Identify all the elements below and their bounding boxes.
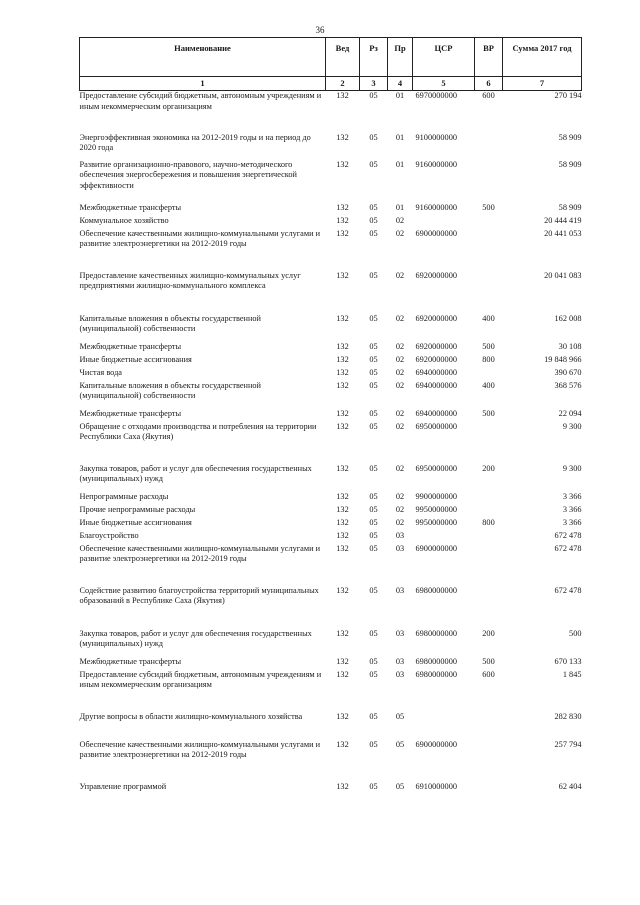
row-rz: 05	[369, 543, 378, 553]
row-vr: 500	[482, 656, 495, 666]
row-name: Развитие организационно-правового, научно-методического обеспечения энергосбережения и повышения энергетической эффективности	[79, 159, 297, 190]
row-sum: 162 008	[554, 313, 582, 323]
row-sum: 282 830	[554, 711, 582, 721]
row-pr: 01	[395, 159, 405, 169]
row-pr: 01	[395, 202, 405, 212]
table-row	[80, 203, 582, 216]
table-row	[80, 492, 582, 505]
row-sum: 58 909	[558, 202, 582, 212]
row-sum: 3 366	[562, 504, 582, 514]
row-rz: 05	[369, 504, 378, 514]
row-vr: 400	[482, 313, 495, 323]
row-vr: 400	[482, 380, 495, 390]
table-row	[80, 229, 582, 271]
row-name: Предоставление субсидий бюджетным, автономным учреждениям и иным некоммерческим организациям	[79, 669, 322, 690]
row-pr: 02	[395, 504, 405, 514]
row-vr	[475, 531, 503, 544]
row-vr	[475, 544, 503, 586]
row-name: Обеспечение качественными жилищно-коммунальными услугами и развитие электроэнергетики на 2012-2019 годы	[79, 543, 321, 564]
column-number: 4	[388, 77, 413, 91]
column-number: 7	[503, 77, 582, 91]
row-csr: 6980000000	[415, 669, 457, 679]
table-row	[80, 314, 582, 342]
row-pr: 03	[395, 628, 405, 638]
column-number: 5	[413, 77, 475, 91]
row-ved: 132	[336, 491, 349, 501]
row-ved: 132	[336, 628, 349, 638]
row-csr: 9160000000	[415, 202, 457, 212]
column-number: 3	[360, 77, 388, 91]
row-pr: 03	[395, 530, 405, 540]
table-body	[80, 91, 582, 796]
table-row	[80, 531, 582, 544]
row-name: Межбюджетные трансферты	[79, 408, 182, 418]
row-ved: 132	[336, 517, 349, 527]
row-name: Капитальные вложения в объекты государственной (муниципальной) собственности	[79, 313, 261, 334]
row-ved: 132	[336, 669, 349, 679]
row-csr: 6950000000	[415, 463, 457, 473]
row-csr	[413, 531, 475, 544]
header-csr: ЦСР	[413, 38, 475, 77]
row-rz: 05	[369, 585, 378, 595]
row-name: Энергоэффективная экономика на 2012-2019 годы и на период до 2020 года	[79, 132, 311, 153]
row-pr: 05	[395, 711, 405, 721]
row-vr	[475, 216, 503, 229]
table-row	[80, 271, 582, 314]
row-name: Иные бюджетные ассигнования	[79, 354, 192, 364]
row-csr: 6940000000	[415, 380, 457, 390]
row-sum: 22 094	[558, 408, 582, 418]
row-pr: 05	[395, 781, 405, 791]
row-pr: 05	[395, 739, 405, 749]
row-ved: 132	[336, 313, 349, 323]
header-name: Наименование	[80, 38, 326, 77]
row-pr: 01	[395, 132, 405, 142]
row-rz: 05	[369, 408, 378, 418]
row-rz: 05	[369, 491, 378, 501]
row-rz: 05	[369, 463, 378, 473]
row-csr: 9100000000	[415, 132, 457, 142]
row-name: Другие вопросы в области жилищно-коммунального хозяйства	[79, 711, 303, 721]
table-row	[80, 657, 582, 670]
row-vr	[475, 586, 503, 629]
budget-table	[79, 37, 582, 796]
row-csr: 6920000000	[415, 313, 457, 323]
row-pr: 03	[395, 543, 405, 553]
row-sum: 672 478	[554, 530, 582, 540]
row-rz: 05	[369, 270, 378, 280]
column-number: 1	[80, 77, 326, 91]
row-ved: 132	[336, 202, 349, 212]
row-csr: 6950000000	[415, 421, 457, 431]
column-number: 2	[326, 77, 360, 91]
row-rz: 05	[369, 380, 378, 390]
row-name: Обеспечение качественными жилищно-коммунальными услугами и развитие электроэнергетики на 2012-2019 годы	[79, 739, 321, 760]
row-pr: 02	[395, 341, 405, 351]
row-name: Управление программой	[79, 781, 167, 791]
row-sum: 20 041 083	[544, 270, 582, 280]
row-ved: 132	[336, 543, 349, 553]
row-name: Предоставление качественных жилищно-коммунальных услуг предприятиями жилищно-коммунального комплекса	[79, 270, 301, 291]
row-csr: 6910000000	[415, 781, 457, 791]
table-header-row	[80, 38, 582, 77]
row-vr	[475, 422, 503, 464]
row-vr	[475, 505, 503, 518]
row-vr: 200	[482, 463, 495, 473]
table-row	[80, 782, 582, 796]
row-ved: 132	[336, 739, 349, 749]
row-sum: 62 404	[558, 781, 582, 791]
row-ved: 132	[336, 463, 349, 473]
header-ved: Вед	[326, 38, 360, 77]
row-rz: 05	[369, 354, 378, 364]
row-vr	[475, 368, 503, 381]
row-csr: 6920000000	[415, 354, 457, 364]
header-rz: Рз	[360, 38, 388, 77]
row-ved: 132	[336, 91, 349, 100]
row-ved: 132	[336, 354, 349, 364]
row-sum: 257 794	[554, 739, 582, 749]
table-row	[80, 355, 582, 368]
row-vr: 800	[482, 354, 495, 364]
row-csr: 6900000000	[415, 228, 457, 238]
row-name: Предоставление субсидий бюджетным, автономным учреждениям и иным некоммерческим организациям	[79, 91, 322, 111]
row-rz: 05	[369, 711, 378, 721]
row-name: Непрограммные расходы	[79, 491, 169, 501]
row-csr: 6920000000	[415, 341, 457, 351]
row-rz: 05	[369, 669, 378, 679]
row-csr: 9900000000	[415, 491, 457, 501]
row-sum: 670 133	[554, 656, 582, 666]
row-name: Закупка товаров, работ и услуг для обеспечения государственных (муниципальных) нужд	[79, 628, 312, 649]
column-numbers-row	[80, 77, 582, 91]
table-row	[80, 505, 582, 518]
row-vr: 500	[482, 202, 495, 212]
row-vr	[475, 133, 503, 160]
row-rz: 05	[369, 91, 378, 100]
header-pr: Пр	[388, 38, 413, 77]
row-csr: 6970000000	[415, 91, 457, 100]
row-pr: 02	[395, 463, 405, 473]
row-pr: 02	[395, 354, 405, 364]
row-ved: 132	[336, 421, 349, 431]
row-sum: 672 478	[554, 585, 582, 595]
row-pr: 02	[395, 380, 405, 390]
row-ved: 132	[336, 585, 349, 595]
header-vr: ВР	[475, 38, 503, 77]
row-pr: 02	[395, 421, 405, 431]
row-vr: 500	[482, 408, 495, 418]
row-sum: 30 108	[558, 341, 582, 351]
row-name: Иные бюджетные ассигнования	[79, 517, 192, 527]
row-ved: 132	[336, 781, 349, 791]
table-row	[80, 216, 582, 229]
table-row	[80, 381, 582, 409]
row-rz: 05	[369, 739, 378, 749]
row-rz: 05	[369, 367, 378, 377]
table-row	[80, 160, 582, 203]
table-row	[80, 368, 582, 381]
row-rz: 05	[369, 313, 378, 323]
table-row	[80, 544, 582, 586]
row-name: Капитальные вложения в объекты государственной (муниципальной) собственности	[79, 380, 261, 401]
row-name: Чистая вода	[79, 367, 122, 377]
row-csr	[413, 712, 475, 740]
row-pr: 02	[395, 408, 405, 418]
row-pr: 02	[395, 228, 405, 238]
table-row	[80, 464, 582, 492]
row-pr: 01	[395, 91, 405, 100]
row-sum: 58 909	[558, 159, 582, 169]
row-pr: 02	[395, 215, 405, 225]
row-ved: 132	[336, 367, 349, 377]
row-vr	[475, 271, 503, 314]
table-row	[80, 670, 582, 712]
row-ved: 132	[336, 711, 349, 721]
row-sum: 9 300	[562, 421, 582, 431]
table-row	[80, 133, 582, 160]
row-ved: 132	[336, 228, 349, 238]
row-csr: 9950000000	[415, 504, 457, 514]
row-pr: 03	[395, 656, 405, 666]
row-csr: 6940000000	[415, 408, 457, 418]
row-ved: 132	[336, 132, 349, 142]
row-vr	[475, 229, 503, 271]
row-csr: 6980000000	[415, 628, 457, 638]
row-sum: 368 576	[554, 380, 582, 390]
row-pr: 02	[395, 313, 405, 323]
row-ved: 132	[336, 215, 349, 225]
row-name: Закупка товаров, работ и услуг для обеспечения государственных (муниципальных) нужд	[79, 463, 312, 484]
row-name: Межбюджетные трансферты	[79, 202, 182, 212]
row-ved: 132	[336, 270, 349, 280]
row-name: Межбюджетные трансферты	[79, 341, 182, 351]
row-ved: 132	[336, 504, 349, 514]
row-rz: 05	[369, 228, 378, 238]
row-pr: 02	[395, 491, 405, 501]
row-csr: 6920000000	[415, 270, 457, 280]
row-name: Обеспечение качественными жилищно-коммунальными услугами и развитие электроэнергетики на 2012-2019 годы	[79, 228, 321, 249]
row-ved: 132	[336, 380, 349, 390]
row-pr: 02	[395, 517, 405, 527]
row-rz: 05	[369, 202, 378, 212]
row-ved: 132	[336, 159, 349, 169]
row-csr: 6900000000	[415, 543, 457, 553]
row-rz: 05	[369, 781, 378, 791]
row-vr	[475, 712, 503, 740]
row-sum: 1 845	[562, 669, 582, 679]
row-csr	[413, 216, 475, 229]
row-vr	[475, 740, 503, 782]
row-name: Благоустройство	[79, 530, 139, 540]
table-row	[80, 712, 582, 740]
row-csr: 9160000000	[415, 159, 457, 169]
row-csr: 6980000000	[415, 656, 457, 666]
table-row	[80, 629, 582, 657]
row-sum: 20 441 053	[544, 228, 582, 238]
row-rz: 05	[369, 421, 378, 431]
row-name: Межбюджетные трансферты	[79, 656, 182, 666]
row-sum: 3 366	[562, 517, 582, 527]
row-vr: 500	[482, 341, 495, 351]
row-sum: 270 194	[554, 91, 582, 100]
table-row	[80, 740, 582, 782]
row-rz: 05	[369, 341, 378, 351]
row-ved: 132	[336, 408, 349, 418]
row-vr: 600	[482, 669, 495, 679]
row-rz: 05	[369, 215, 378, 225]
row-rz: 05	[369, 530, 378, 540]
row-sum: 390 670	[554, 367, 582, 377]
row-vr: 600	[482, 91, 495, 100]
row-pr: 02	[395, 367, 405, 377]
page-number: 36	[315, 25, 325, 35]
row-name: Содействие развитию благоустройства территорий муниципальных образований в Республике Саха (Якутия)	[79, 585, 319, 606]
row-rz: 05	[369, 159, 378, 169]
header-sum: Сумма 2017 год	[503, 38, 582, 77]
row-rz: 05	[369, 517, 378, 527]
row-csr: 9950000000	[415, 517, 457, 527]
table-row	[80, 409, 582, 422]
row-rz: 05	[369, 628, 378, 638]
row-sum: 3 366	[562, 491, 582, 501]
row-rz: 05	[369, 656, 378, 666]
row-vr: 200	[482, 628, 495, 638]
row-sum: 19 848 966	[544, 354, 582, 364]
table-row	[80, 518, 582, 531]
row-csr: 6900000000	[415, 739, 457, 749]
row-sum: 9 300	[562, 463, 582, 473]
row-pr: 03	[395, 669, 405, 679]
row-sum: 500	[569, 628, 582, 638]
row-ved: 132	[336, 656, 349, 666]
row-vr	[475, 160, 503, 203]
row-ved: 132	[336, 530, 349, 540]
table-row	[80, 342, 582, 355]
row-pr: 02	[395, 270, 405, 280]
row-ved: 132	[336, 341, 349, 351]
row-vr: 800	[482, 517, 495, 527]
row-csr: 6940000000	[415, 367, 457, 377]
row-name: Прочие непрограммные расходы	[79, 504, 196, 514]
row-name: Коммунальное хозяйство	[79, 215, 169, 225]
table-row	[80, 422, 582, 464]
row-sum: 20 444 419	[544, 215, 582, 225]
row-sum: 672 478	[554, 543, 582, 553]
table-row	[80, 586, 582, 629]
row-vr	[475, 782, 503, 796]
row-vr	[475, 492, 503, 505]
row-csr: 6980000000	[415, 585, 457, 595]
table-row	[80, 91, 582, 133]
row-rz: 05	[369, 132, 378, 142]
column-number: 6	[475, 77, 503, 91]
row-sum: 58 909	[558, 132, 582, 142]
row-pr: 03	[395, 585, 405, 595]
row-name: Обращение с отходами производства и потребления на территории Республики Саха (Якутия)	[79, 421, 317, 442]
